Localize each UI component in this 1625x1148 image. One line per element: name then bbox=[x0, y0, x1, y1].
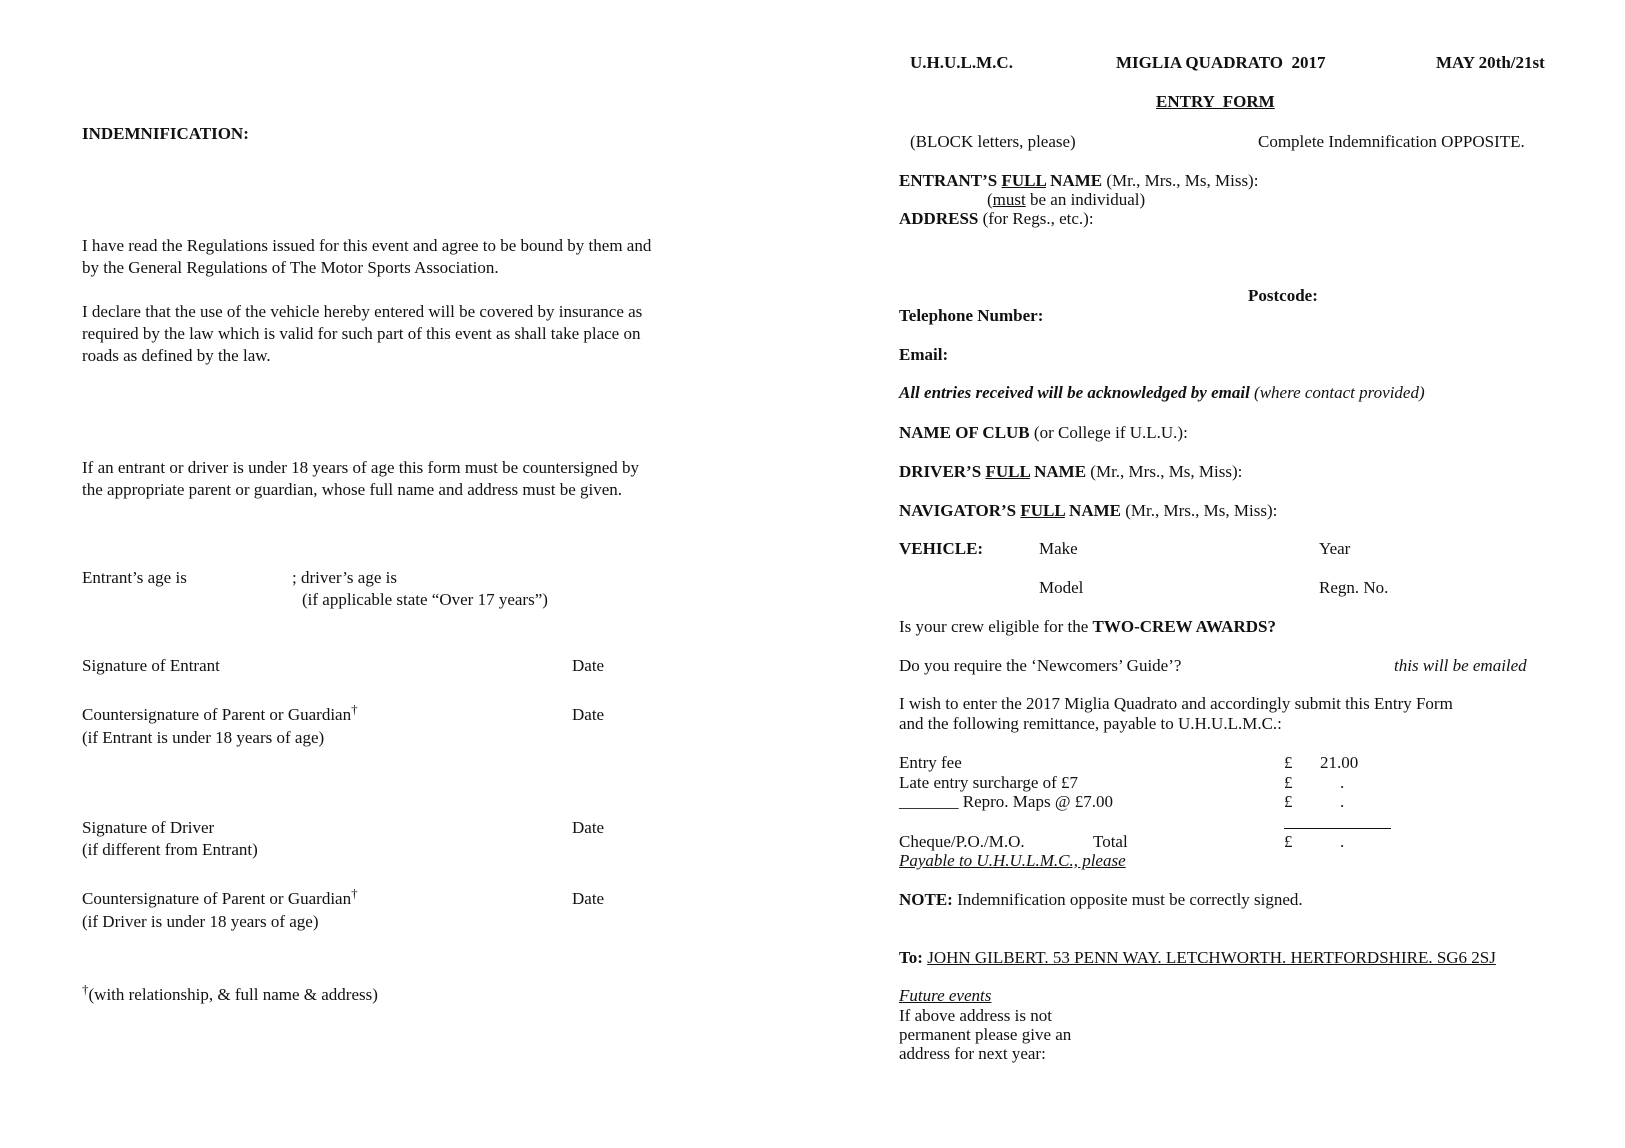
driver-age-label: ; driver’s age is bbox=[292, 568, 397, 587]
send-to-address: To: JOHN GILBERT. 53 PENN WAY. LETCHWORTH. HERTFORDSHIRE. SG6 2SJ bbox=[899, 948, 1496, 967]
block-letters-note: (BLOCK letters, please) bbox=[910, 132, 1076, 151]
future-events-heading: Future events bbox=[899, 986, 992, 1005]
emailed-note: this will be emailed bbox=[1394, 656, 1527, 675]
date-label-entrant: Date bbox=[572, 656, 605, 675]
countersignature-entrant-label: Countersignature of Parent or Guardian† bbox=[82, 701, 358, 724]
payable-note: Payable to U.H.U.L.M.C., please bbox=[899, 851, 1126, 870]
wish-to-enter-line-2: and the following remittance, payable to U.H.U.L.M.C.: bbox=[899, 714, 1282, 733]
note-line: NOTE: Indemnification opposite must be correctly signed. bbox=[899, 890, 1303, 909]
signature-driver-label: Signature of Driver bbox=[82, 818, 215, 837]
future-address-field[interactable]: address for next year: bbox=[899, 1044, 1046, 1063]
navigator-name-field[interactable]: NAVIGATOR’S FULL NAME (Mr., Mrs., Ms, Miss): bbox=[899, 501, 1278, 520]
newcomers-guide-question[interactable]: Do you require the ‘Newcomers’ Guide’? bbox=[899, 656, 1182, 675]
date-label-driver: Date bbox=[572, 818, 605, 837]
regulations-line-2: by the General Regulations of The Motor Sports Association. bbox=[82, 258, 499, 277]
age-note: (if applicable state “Over 17 years”) bbox=[302, 590, 548, 609]
fee-late-currency: £ bbox=[1284, 773, 1293, 792]
under-18-line-1: If an entrant or driver is under 18 years of age this form must be countersigned by bbox=[82, 458, 640, 477]
driver-under-18-note: (if Driver is under 18 years of age) bbox=[82, 912, 319, 931]
total-amount[interactable]: . bbox=[1340, 832, 1345, 851]
telephone-field[interactable]: Telephone Number: bbox=[899, 306, 1044, 325]
fee-maps-amount[interactable]: . bbox=[1340, 792, 1345, 811]
footnote: †(with relationship, & full name & address) bbox=[82, 981, 378, 1004]
different-from-entrant-note: (if different from Entrant) bbox=[82, 840, 258, 859]
indemnification-heading: INDEMNIFICATION: bbox=[82, 124, 249, 143]
address-field[interactable]: ADDRESS (for Regs., etc.): bbox=[899, 209, 1094, 228]
complete-indemnification-note: Complete Indemnification OPPOSITE. bbox=[1258, 132, 1525, 151]
vehicle-make-field[interactable]: Make bbox=[1039, 539, 1078, 558]
email-field[interactable]: Email: bbox=[899, 345, 949, 364]
future-line-2: permanent please give an bbox=[899, 1025, 1072, 1044]
date-label-counter-driver: Date bbox=[572, 889, 605, 908]
insurance-line-2: required by the law which is valid for such part of this event as shall take place on bbox=[82, 324, 641, 343]
dagger-mark: † bbox=[351, 885, 358, 901]
fee-entry-amount: 21.00 bbox=[1320, 753, 1359, 772]
two-crew-question[interactable]: Is your crew eligible for the TWO-CREW AWARDS? bbox=[899, 617, 1276, 636]
vehicle-label: VEHICLE: bbox=[899, 539, 984, 558]
insurance-line-3: roads as defined by the law. bbox=[82, 346, 271, 365]
header-event: MIGLIA QUADRATO 2017 bbox=[1116, 53, 1326, 72]
entrant-age-label: Entrant’s age is bbox=[82, 568, 187, 587]
cheque-label: Cheque/P.O./M.O. bbox=[899, 832, 1025, 851]
wish-to-enter-line-1: I wish to enter the 2017 Miglia Quadrato and accordingly submit this Entry Form bbox=[899, 694, 1453, 713]
vehicle-year-field[interactable]: Year bbox=[1319, 539, 1351, 558]
individual-note: (must be an individual) bbox=[987, 190, 1146, 209]
future-line-1: If above address is not bbox=[899, 1006, 1052, 1025]
fee-late-label: Late entry surcharge of £7 bbox=[899, 773, 1079, 792]
entrant-name-field[interactable]: ENTRANT’S FULL NAME (Mr., Mrs., Ms, Miss): bbox=[899, 171, 1259, 190]
postcode-field[interactable]: Postcode: bbox=[1248, 286, 1318, 305]
under-18-line-2: the appropriate parent or guardian, whose full name and address must be given. bbox=[82, 480, 623, 499]
club-name-field[interactable]: NAME OF CLUB (or College if U.L.U.): bbox=[899, 423, 1188, 442]
entrant-under-18-note: (if Entrant is under 18 years of age) bbox=[82, 728, 325, 747]
header-date: MAY 20th/21st bbox=[1436, 53, 1545, 72]
vehicle-regn-field[interactable]: Regn. No. bbox=[1319, 578, 1389, 597]
header-organisation: U.H.U.L.M.C. bbox=[910, 53, 1013, 72]
fee-maps-label[interactable]: _______ Repro. Maps @ £7.00 bbox=[899, 792, 1113, 811]
fee-maps-currency: £ bbox=[1284, 792, 1293, 811]
regulations-line-1: I have read the Regulations issued for this event and agree to be bound by them and bbox=[82, 236, 652, 255]
fee-late-amount[interactable]: . bbox=[1340, 773, 1345, 792]
vehicle-model-field[interactable]: Model bbox=[1039, 578, 1084, 597]
countersignature-driver-label: Countersignature of Parent or Guardian† bbox=[82, 885, 358, 908]
form-title: ENTRY FORM bbox=[1156, 92, 1275, 111]
fee-entry-currency: £ bbox=[1284, 753, 1293, 772]
driver-name-field[interactable]: DRIVER’S FULL NAME (Mr., Mrs., Ms, Miss): bbox=[899, 462, 1243, 481]
signature-entrant-label: Signature of Entrant bbox=[82, 656, 220, 675]
total-label: Total bbox=[1093, 832, 1128, 851]
dagger-mark: † bbox=[351, 701, 358, 717]
total-rule bbox=[1284, 828, 1391, 829]
insurance-line-1: I declare that the use of the vehicle hereby entered will be covered by insurance as bbox=[82, 302, 643, 321]
date-label-counter-entrant: Date bbox=[572, 705, 605, 724]
dagger-mark: † bbox=[82, 981, 89, 997]
acknowledgement-note: All entries received will be acknowledged by email (where contact provided) bbox=[899, 383, 1425, 402]
fee-entry-label: Entry fee bbox=[899, 753, 962, 772]
total-currency: £ bbox=[1284, 832, 1293, 851]
